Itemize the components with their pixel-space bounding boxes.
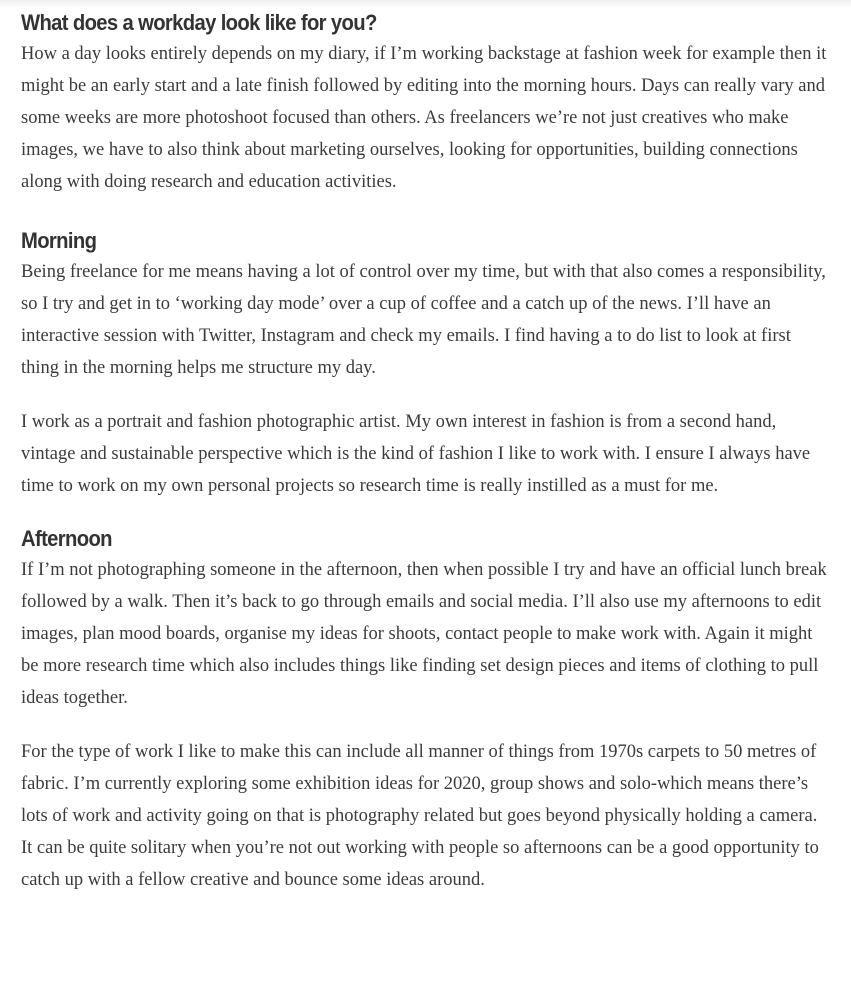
paragraph-afternoon-1: If I’m not photographing someone in the afternoon, then when possible I try and have an official lunch break followed by a walk. Then it’s back to go through emails and social media. I’ll also use my afternoons to edit images, plan mood boards, organise my ideas for shoots, contact people to make work with. Again it might be more research time which also includes things like finding set design pieces and items of clothing to pull ideas together. <box>21 560 827 708</box>
paragraph-morning-2: I work as a portrait and fashion photographic artist. My own interest in fashion is from a second hand, vintage and sustainable perspective which is the kind of fashion I like to work with. I ensure I always have time to work on my own personal projects so research time is really instilled as a must for me. <box>21 412 811 496</box>
section-afternoon <box>21 524 833 896</box>
section-heading-afternoon: Afternoon <box>21 526 112 551</box>
section-heading-morning: Morning <box>21 228 97 253</box>
section-heading-workday: What does a workday look like for you? <box>21 10 377 35</box>
header-shadow <box>0 0 851 8</box>
paragraph-morning-1: Being freelance for me means having a lot of control over my time, but with that also comes a responsibility, so I try and get in to ‘working day mode’ over a cup of coffee and a catch up of the news. I’ll have an interactive session with Twitter, Instagram and check my emails. I find having a to do list to look at first thing in the morning helps me structure my day. <box>21 262 826 378</box>
article-body <box>21 8 833 918</box>
paragraph-afternoon-2: For the type of work I like to make this can include all manner of things from 1970s carpets to 50 metres of fabric. I’m currently exploring some exhibition ideas for 2020, group shows and solo-which means there’s lots of work and activity going on that is photography related but goes beyond physically holding a camera. It can be quite solitary when you’re not out working with people so afternoons can be a good opportunity to catch up with a fellow creative and bounce some ideas around. <box>21 742 819 890</box>
section-workday <box>21 8 833 198</box>
paragraph-workday-1: How a day looks entirely depends on my diary, if I’m working backstage at fashion week for example then it might be an early start and a late finish followed by editing into the morning hours. Days can really vary and some weeks are more photoshoot focused than others. As freelancers we’re not just creatives who make images, we have to also think about marketing ourselves, looking for opportunities, building connections along with doing research and education activities. <box>21 44 827 192</box>
section-morning <box>21 226 833 502</box>
